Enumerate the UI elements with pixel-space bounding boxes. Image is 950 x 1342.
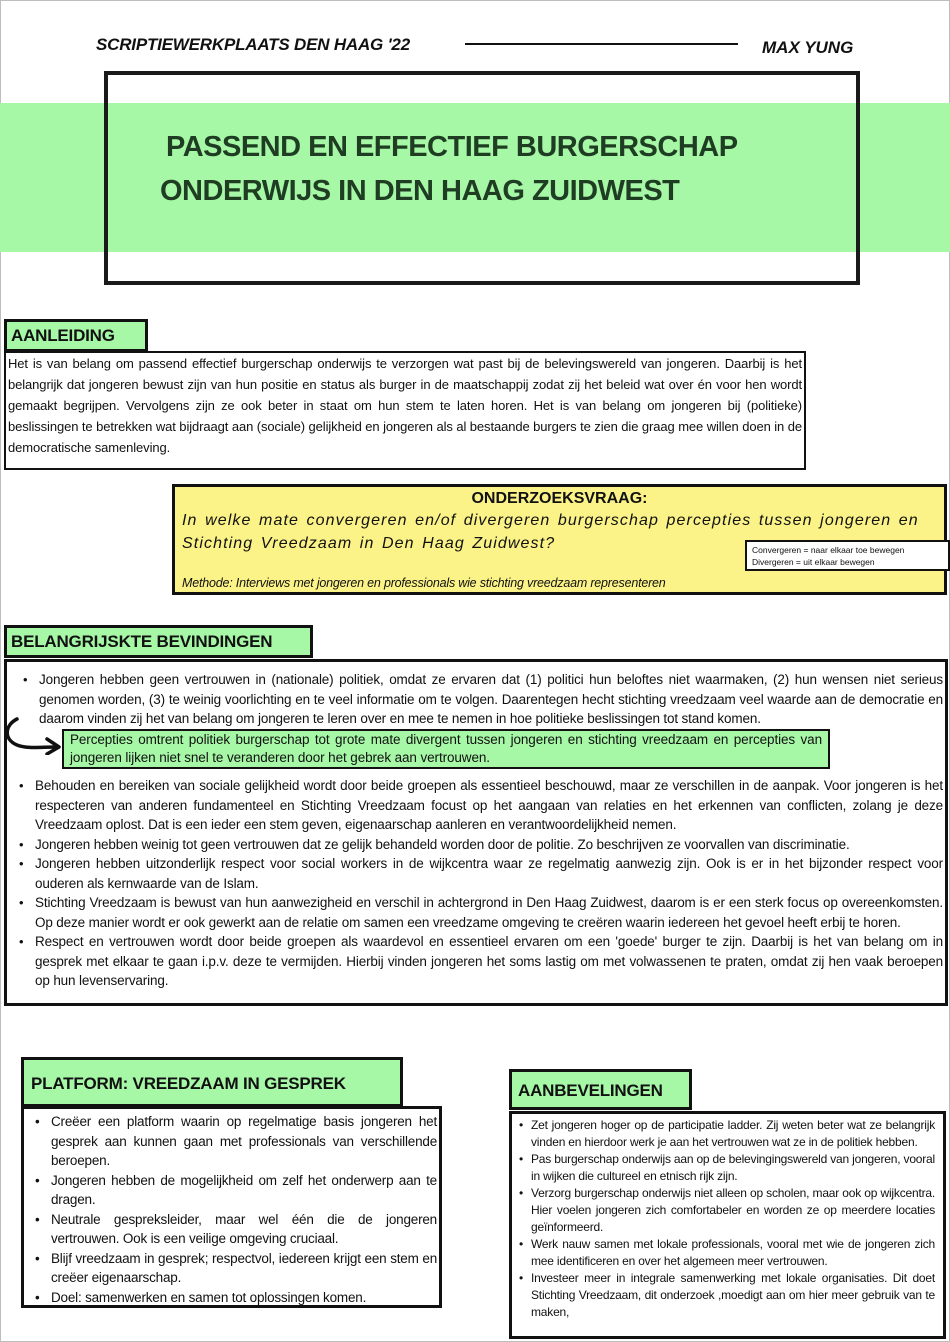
aanleiding-text: Het is van belang om passend effectief burgerschap onderwijs te verzorgen wat past bij de belevingswereld van jongeren. Daarbij is het belangrijk dat jongeren bewust zijn van hun positie en status als burger in de maatschappij zodat zij het beleid wat over én voor hen wordt gemaakt begrijpen. Vervolgens zijn ze ook beter in staat om hun stem te laten horen. Het is van belang om jongeren bij (politieke) beslissingen te betrekken wat bijdraagt aan (sociale) gelijkheid en jongeren als al bestaande burgers te zien die graag mee willen doen in de democratische samenleving. — [4, 351, 806, 470]
bevindingen-first-list — [7, 670, 945, 729]
list-item: • Respect en vertrouwen wordt door beide groepen als waardevol en essentieel ervaren om een 'goede' burger te zijn. Daarbij is het van belang om in gesprek met elkaar te gaan i.p.v. deze te vermijden. Hierbij vinden jongeren het soms lastig om met volwassenen te praten, omdat zij hen vaak beroepen op hun levenservaring. — [7, 932, 945, 991]
onderzoeksvraag-box — [172, 484, 947, 595]
platform-list — [24, 1112, 439, 1307]
list-item: • Doel: samenwerken en samen tot oplossingen komen. — [24, 1288, 439, 1308]
header-author: MAX YUNG — [762, 38, 854, 57]
list-item: • Jongeren hebben uitzonderlijk respect voor social workers in de wijkcentra waar ze regelmatig aanwezig zijn. Ook is er in het bijzonder respect voor ouderen als kernwaarde van de Islam. — [7, 854, 945, 893]
list-item: • Zet jongeren hoger op de participatie ladder. Zij weten beter wat ze belangrijk vinden en hierdoor werk je aan het vertrouwen wat ze in de politiek hebben. — [512, 1117, 943, 1151]
list-item: • Stichting Vreedzaam is bewust van hun aanwezigheid en verschil in achtergrond in Den Haag Zuidwest, daarom is er een sterk focus op overeenkomsten. Op deze manier wordt er ook gewerkt aan de relatie om samen een vreedzame omgeving te creëren waarin iedereen het gevoel heeft erbij te horen. — [7, 893, 945, 932]
list-item: • Jongeren hebben de mogelijkheid om zelf het onderwerp aan te dragen. — [24, 1171, 439, 1210]
definition-divergeren: Divergeren = uit elkaar bewegen — [752, 557, 875, 567]
list-item: • Neutrale gespreksleider, maar wel één die de jongeren vertrouwen. Ook is een veilige omgeving cruciaal. — [24, 1210, 439, 1249]
onderzoeksvraag-question: In welke mate convergeren en/of divergeren burgerschap percepties tussen jongeren en Stichting Vreedzaam in Den Haag Zuidwest? — [182, 512, 919, 552]
platform-box — [21, 1106, 442, 1308]
definition-note — [745, 540, 950, 571]
header-left-text: SCRIPTIEWERKPLAATS DEN HAAG '22 — [96, 35, 410, 54]
list-item: • Blijf vreedzaam in gesprek; respectvol, iedereen krijgt een stem en creëer eigenaarschap. — [24, 1249, 439, 1288]
conclusion-highlight: Percepties omtrent politiek burgerschap tot grote mate divergent tussen jongeren en stichting vreedzaam en percepties van jongeren lijken niet snel te veranderen door het gebrek aan vertrouwen. — [62, 729, 830, 769]
list-item: • Creëer een platform waarin op regelmatige basis jongeren het gesprek aan kunnen gaan met professionals van verschillende beroepen. — [24, 1112, 439, 1171]
aanleiding-heading: AANLEIDING — [4, 319, 148, 352]
onderzoeksvraag-heading: ONDERZOEKSVRAAG: — [471, 490, 648, 507]
list-item: • Pas burgerschap onderwijs aan op de belevingingswereld van jongeren, vooral in wijken die cultureel en etnisch rijk zijn. — [512, 1151, 943, 1185]
method-text: Methode: Interviews met jongeren en professionals wie stichting vreedzaam representeren — [182, 576, 666, 590]
list-item: • Behouden en bereiken van sociale gelijkheid wordt door beide groepen als essentieel beschouwd, maar ze verschillen in de aanpak. Voor jongeren is het respecteren van anderen fundamenteel en Stichting Vreedzaam focust op het aangaan van relaties en het erkennen van conflicten, zolang je deze Vreedzaam oplost. Dat is een ieder een stem geven, eigenaarschap aanleren en verantwoordelijkheid nemen. — [7, 776, 945, 835]
title-line-2: ONDERWIJS IN DEN HAAG ZUIDWEST — [160, 175, 680, 207]
title-line-1: PASSEND EN EFFECTIEF BURGERSCHAP — [166, 131, 738, 163]
list-item: • Investeer meer in integrale samenwerking met lokale organisaties. Dit doet Stichting Vreedzaam, dit onderzoek ,moedigt aan om hier meer gebruik van te maken, — [512, 1270, 943, 1321]
list-item: • Werk nauw samen met lokale professionals, vooral met wie de jongeren zich mee identificeren en over het algemeen meer vertrouwen. — [512, 1236, 943, 1270]
aanbevelingen-box — [509, 1111, 946, 1339]
definition-convergeren: Convergeren = naar elkaar toe bewegen — [752, 545, 905, 555]
bevindingen-box — [4, 659, 948, 1006]
header-divider — [465, 43, 738, 45]
bevindingen-heading: BELANGRIJSKTE BEVINDINGEN — [4, 625, 313, 658]
bevindingen-list — [7, 776, 945, 991]
list-item: • Verzorg burgerschap onderwijs niet alleen op scholen, maar ook op wijkcentra. Hier voelen jongeren zich comfortabeler en worden ze op meerdere locaties geïnformeerd. — [512, 1185, 943, 1236]
aanbevelingen-list — [512, 1117, 943, 1321]
list-item: • Jongeren hebben geen vertrouwen in (nationale) politiek, omdat ze ervaren dat (1) politici hun beloftes niet waarmaken, (2) hun wensen niet serieus genomen worden, (3) te weinig voorlichting en te veel informatie om te volgen. Daarentegen hecht stichting vreedzaam veel waarde aan de democratie en daarom vinden zij het van belang om jongeren te leren over en mee te nemen in hoe politieke beslissingen tot stand komen. — [7, 670, 945, 729]
aanbevelingen-heading: AANBEVELINGEN — [509, 1069, 692, 1110]
list-item: • Jongeren hebben weinig tot geen vertrouwen dat ze gelijk behandeld worden door de politie. Zo beschrijven ze voorvallen van discriminatie. — [7, 835, 945, 855]
platform-heading: PLATFORM: VREEDZAAM IN GESPREK — [21, 1057, 403, 1107]
